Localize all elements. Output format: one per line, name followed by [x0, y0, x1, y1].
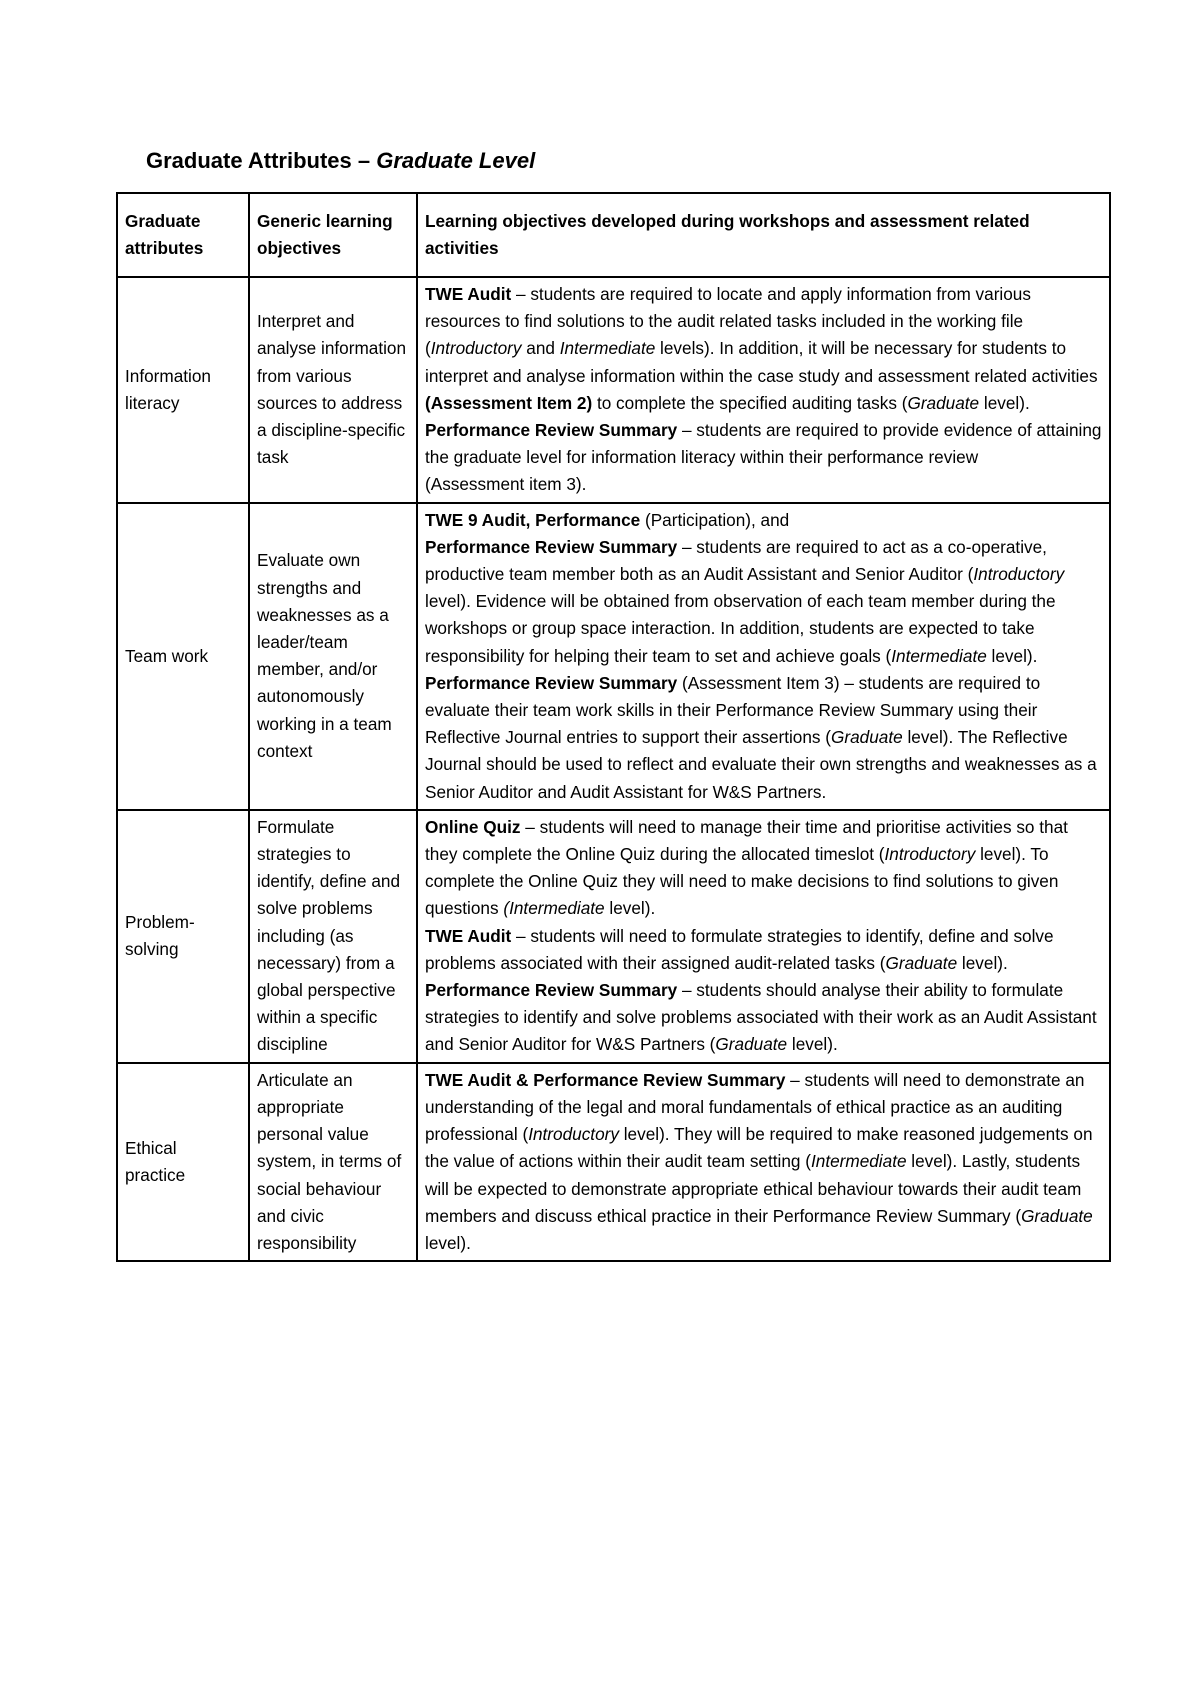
text-run: – students will need to formulate strategies to identify, define and solve problems associated with their assigned audit-related tasks ( — [425, 925, 1054, 973]
italic-run: Introductory — [528, 1124, 619, 1145]
table-row — [117, 810, 1110, 1063]
bold-run: TWE Audit — [425, 284, 512, 304]
italic-run: Graduate — [907, 392, 980, 413]
text-run: levels). In addition, it will be necessary for students to interpret and analyse information within the case study and assessment related activities — [425, 338, 1098, 386]
italic-run: Introductory — [884, 844, 976, 865]
objective-cell: Interpret and analyse information from various sources to address a discipline-specific task — [249, 277, 417, 503]
bold-run: Online Quiz — [425, 816, 521, 837]
text-run: level). Evidence will be obtained from observation of each team member during the workshops or group space interaction. In addition, students are expected to take responsibility for helping their team to set and achieve goals ( — [425, 591, 1056, 666]
text-run: – students are required to locate and apply information from various resources to find solutions to the audit related tasks included in the working file ( — [425, 284, 1031, 359]
title-level: Graduate Level — [376, 148, 536, 173]
title-main: Graduate Attributes – — [146, 148, 377, 173]
text-run: and — [521, 338, 560, 359]
attribute-cell: Ethical practice — [117, 1063, 249, 1261]
attribute-cell: Information literacy — [117, 277, 249, 503]
bold-run: Performance Review Summary — [425, 536, 678, 557]
text-run: – students will need to manage their time and prioritise activities so that they complete the Online Quiz during the allocated timeslot ( — [425, 816, 1068, 865]
text-run: level). — [787, 1034, 838, 1055]
italic-run: Graduate — [715, 1034, 788, 1055]
bold-run: Performance Review Summary — [425, 420, 678, 441]
description-paragraph — [425, 814, 1102, 923]
description-paragraph — [425, 417, 1102, 471]
table-row — [117, 277, 1110, 503]
description-cell — [417, 503, 1110, 810]
objective-cell: Articulate an appropriate personal value system, in terms of social behaviour and civic responsibility — [249, 1063, 417, 1261]
text-run: to complete the specified auditing tasks ( — [592, 392, 908, 413]
text-run: (Assessment item 3). — [425, 474, 587, 495]
bold-run: Performance Review Summary — [425, 672, 678, 693]
table-row — [117, 503, 1110, 810]
objective-cell: Evaluate own strengths and weaknesses as a leader/team member, and/or autonomously working in a team context — [249, 503, 417, 810]
description-paragraph — [425, 281, 1102, 417]
text-run: level). The Reflective Journal should be used to reflect and evaluate their own strengths and weaknesses as a Senior Auditor and Audit Assistant for W&S Partners. — [425, 727, 1097, 802]
text-run: level). — [957, 952, 1008, 973]
bold-run: TWE 9 Audit, Performance — [425, 509, 641, 530]
text-run: – students are required to act as a co-operative, productive team member both as an Audit Assistant and Senior Auditor ( — [425, 536, 1047, 585]
text-run: level). They will be required to make reasoned judgements on the value of actions within their audit team setting ( — [425, 1124, 1093, 1172]
text-run: (Participation), and — [640, 509, 790, 530]
text-run: level). Lastly, students will be expected to demonstrate appropriate ethical behaviour towards their audit team members and discuss ethical practice in their Performance Review Summary ( — [425, 1151, 1082, 1226]
attribute-cell: Team work — [117, 503, 249, 810]
bold-run: TWE Audit — [425, 925, 512, 946]
objective-cell: Formulate strategies to identify, define and solve problems including (as necessary) from a global perspective within a specific discipline — [249, 810, 417, 1063]
italic-run: Graduate — [831, 727, 903, 748]
text-run: level). To complete the Online Quiz they will need to make decisions to find solutions to given questions — [425, 844, 1059, 919]
description-paragraph — [425, 977, 1102, 1059]
text-run: level). — [986, 645, 1038, 666]
text-run: – students will need to demonstrate an understanding of the legal and moral fundamentals of ethical practice as an auditing professional ( — [425, 1069, 1085, 1145]
description-paragraph — [425, 1067, 1102, 1257]
italic-run: Introductory — [973, 564, 1065, 585]
italic-run: Intermediate — [559, 338, 656, 359]
bold-run: Performance Review Summary — [425, 980, 678, 1001]
text-run: (Assessment Item 3) – students are required to evaluate their team work skills in their Performance Review Summary using their Reflective Journal entries to support their assertions ( — [425, 672, 1041, 748]
table-row — [117, 1063, 1110, 1261]
text-run: level). — [979, 392, 1030, 413]
bold-run: TWE Audit & Performance Review Summary — [425, 1069, 786, 1090]
description-cell — [417, 1063, 1110, 1261]
italic-run: (Intermediate — [503, 898, 605, 919]
header-learning-objectives: Learning objectives developed during workshops and assessment related activities — [417, 193, 1110, 277]
description-paragraph — [425, 534, 1102, 670]
italic-run: Graduate — [885, 952, 958, 973]
attribute-cell: Problem-solving — [117, 810, 249, 1063]
description-paragraph — [425, 923, 1102, 977]
description-paragraph — [425, 507, 1102, 534]
header-graduate-attributes: Graduate attributes — [117, 193, 249, 277]
text-run: level). — [604, 898, 656, 919]
text-run: – students should analyse their ability to formulate strategies to identify and solve problems associated with their work as an Audit Assistant and Senior Auditor for W&S Partners ( — [425, 980, 1097, 1055]
text-run: level). — [425, 1232, 471, 1253]
document-title — [146, 148, 535, 174]
description-paragraph — [425, 670, 1102, 806]
header-generic-objectives: Generic learning objectives — [249, 193, 417, 277]
italic-run: Intermediate — [810, 1151, 907, 1172]
italic-run: Introductory — [430, 338, 522, 359]
italic-run: Intermediate — [891, 645, 987, 666]
text-run: – students are required to provide evidence of attaining the graduate level for information literacy within their performance review — [425, 420, 1102, 468]
bold-run: (Assessment Item 2) — [425, 392, 593, 413]
table-header-row — [117, 193, 1110, 277]
graduate-attributes-table — [116, 192, 1111, 1262]
description-cell — [417, 277, 1110, 503]
description-cell — [417, 810, 1110, 1063]
description-paragraph — [425, 471, 1102, 498]
italic-run: Graduate — [1021, 1205, 1093, 1226]
